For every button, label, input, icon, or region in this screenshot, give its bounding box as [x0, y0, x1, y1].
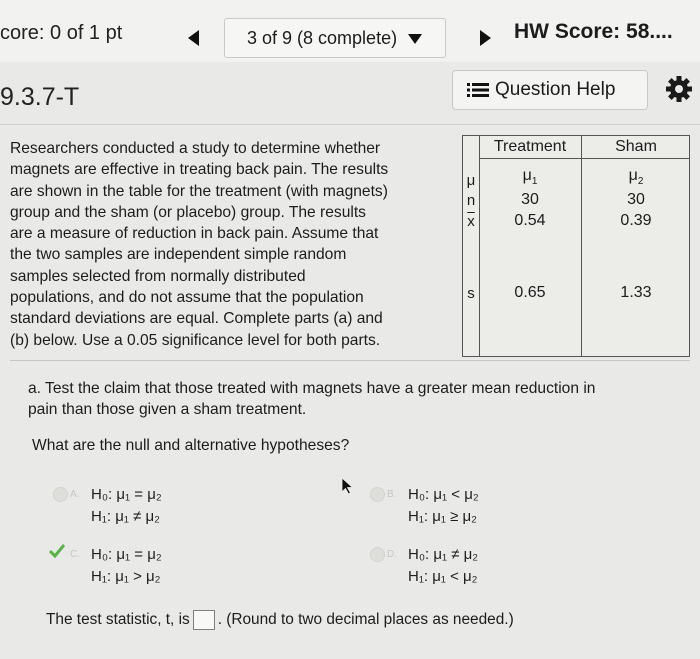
problem-line: group and the sham (or placebo) group. The results	[10, 203, 366, 221]
problem-line: the two samples are independent simple random	[10, 246, 347, 264]
section-divider	[10, 360, 690, 361]
header-treatment: Treatment	[493, 138, 567, 155]
check-icon	[49, 544, 65, 558]
problem-line: (b) below. Use a 0.05 significance level for both parts.	[10, 331, 381, 349]
problem-line: are a measure of reduction in back pain. Assume that	[10, 225, 379, 243]
row-label-n: n	[466, 192, 476, 209]
question-help-button[interactable]	[452, 70, 648, 110]
test-statistic-input[interactable]	[193, 610, 215, 630]
question-picker[interactable]	[224, 18, 446, 58]
test-statistic-line	[46, 610, 514, 630]
part-a-claim-line: a. Test the claim that those treated with magnets have a greater mean reduction in	[28, 380, 596, 397]
option-letter: D.	[387, 549, 397, 560]
part-a-claim	[28, 378, 688, 420]
hw-score: HW Score: 58....	[514, 20, 673, 43]
option-letter: B.	[387, 489, 397, 500]
problem-line: are shown in the table for the treatment (with magnets)	[10, 182, 388, 200]
row-label-s: s	[467, 285, 475, 302]
xbar-treatment: 0.54	[514, 212, 546, 229]
problem-line: magnets are effective in treating back pain. The results	[10, 161, 389, 179]
header-sham: Sham	[615, 138, 657, 155]
alternative-hypothesis: H₁: μ₁ ≠ μ₂	[91, 508, 160, 525]
test-statistic-prefix: The test statistic, t, is	[46, 611, 190, 629]
radio-button[interactable]	[370, 487, 385, 502]
n-treatment: 30	[521, 191, 539, 208]
caret-down-icon	[408, 34, 422, 44]
gear-icon[interactable]	[664, 74, 694, 104]
alternative-hypothesis: H₁: μ₁ < μ₂	[408, 568, 478, 585]
data-table	[462, 135, 690, 357]
alternative-hypothesis: H₁: μ₁ ≥ μ₂	[408, 508, 477, 525]
null-hypothesis: H₀: μ₁ < μ₂	[408, 486, 479, 503]
header-divider	[0, 124, 700, 125]
previous-question-button[interactable]	[188, 30, 199, 46]
row-label-xbar: $\overline{x}$	[467, 213, 475, 230]
alternative-hypothesis: H₁: μ₁ > μ₂	[91, 568, 161, 585]
problem-line: Researchers conducted a study to determine whether	[10, 140, 381, 157]
problem-line: populations, and do not assume that the population	[10, 289, 364, 307]
null-hypothesis: H₀: μ₁ = μ₂	[91, 546, 162, 563]
xbar-sham: 0.39	[620, 212, 652, 229]
radio-button[interactable]	[370, 547, 385, 562]
mu-sham: $\mu_2$	[628, 167, 644, 188]
hypotheses-prompt: What are the null and alternative hypotheses?	[32, 437, 350, 454]
problem-line: standard deviations are equal. Complete parts (a) and	[10, 310, 383, 328]
problem-line: samples selected from normally distributed	[10, 267, 306, 285]
row-label-mu: μ	[466, 172, 476, 189]
test-statistic-suffix: . (Round to two decimal places as needed.)	[217, 611, 514, 629]
list-icon	[467, 83, 489, 97]
question-help-label: Question Help	[495, 79, 616, 100]
s-treatment: 0.65	[514, 284, 546, 301]
problem-text	[10, 138, 455, 351]
null-hypothesis: H₀: μ₁ = μ₂	[91, 486, 162, 503]
part-a-claim-line: pain than those given a sham treatment.	[28, 401, 307, 418]
n-sham: 30	[627, 191, 645, 208]
null-hypothesis: H₀: μ₁ ≠ μ₂	[408, 546, 479, 563]
score-text: core: 0 of 1 pt	[0, 22, 123, 44]
question-id: 9.3.7-T	[0, 83, 80, 111]
option-letter: A.	[70, 489, 80, 500]
radio-button[interactable]	[53, 487, 68, 502]
pointer-icon	[341, 477, 355, 495]
question-picker-label: 3 of 9 (8 complete)	[247, 28, 398, 48]
next-question-button[interactable]	[480, 30, 491, 46]
option-letter: C.	[70, 549, 80, 560]
s-sham: 1.33	[620, 284, 652, 301]
mu-treatment: $\mu_1$	[522, 167, 538, 188]
